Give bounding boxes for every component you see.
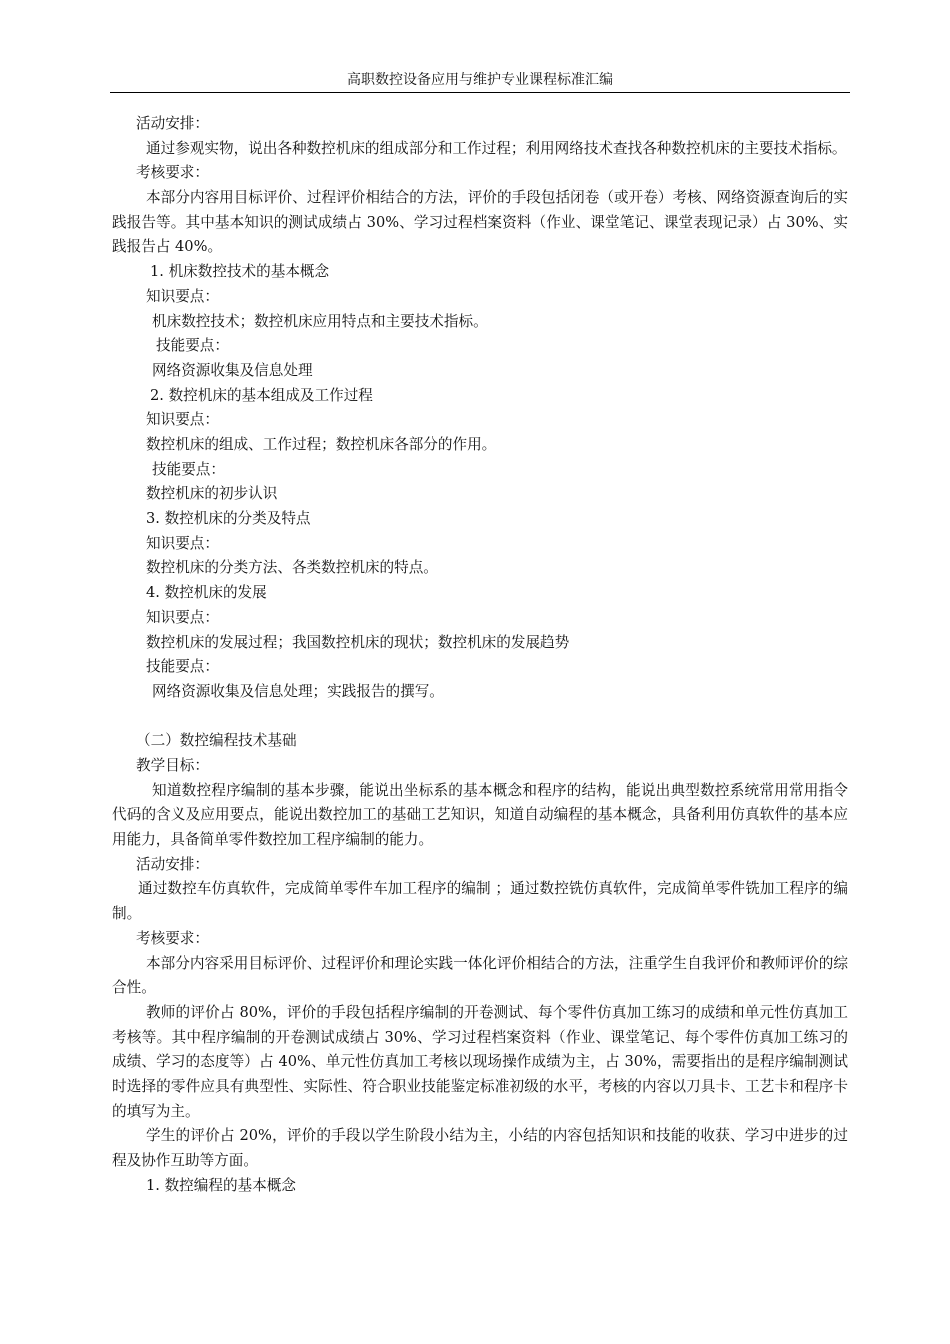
assessment-paragraph: 本部分内容用目标评价、过程评价相结合的方法，评价的手段包括闭卷（或开卷）考核、网络资源查询后的实践报告等。其中基本知识的测试成绩占 30%、学习过程档案资料（作业、课堂笔记、课堂表现记录）占 30%、实践报告占 40%。	[112, 189, 848, 256]
section-1-knowledge-text: 机床数控技术；数控机床应用特点和主要技术指标。	[152, 312, 488, 330]
sec2-assessment-label: 考核要求：	[136, 929, 209, 947]
goal-paragraph: 知道数控程序编制的基本步骤，能说出坐标系的基本概念和程序的结构，能说出典型数控系统常用常用指令代码的含义及应用要点，能说出数控加工的基础工艺知识，知道自动编程的基本概念，具备利用仿真软件的基本应用能力，具备简单零件数控加工程序编制的能力。	[112, 781, 848, 849]
section-2-knowledge-label: 知识要点：	[146, 411, 219, 429]
sec2-assessment-paragraph-1: 本部分内容采用目标评价、过程评价和理论实践一体化评价相结合的方法，注重学生自我评价和教师评价的综合性。	[112, 954, 848, 997]
sec2-subsection-1-title: 1. 数控编程的基本概念	[146, 1176, 296, 1194]
header-divider	[110, 92, 850, 93]
section-heading: （二）数控编程技术基础	[136, 732, 297, 750]
page-header: 高职数控设备应用与维护专业课程标准汇编	[347, 72, 613, 88]
section-3-title: 3. 数控机床的分类及特点	[146, 510, 311, 528]
section-1-title: 1. 机床数控技术的基本概念	[150, 263, 330, 281]
goal-label: 教学目标：	[136, 756, 209, 774]
section-2-title: 2. 数控机床的基本组成及工作过程	[150, 386, 373, 404]
activity-paragraph: 通过参观实物，说出各种数控机床的组成部分和工作过程；利用网络技术查找各种数控机床的主要技术指标。	[146, 139, 847, 157]
sec2-assessment-paragraph-3: 学生的评价占 20%，评价的手段以学生阶段小结为主，小结的内容包括知识和技能的收获、学习中进步的过程及协作互助等方面。	[112, 1127, 848, 1170]
assessment-label: 考核要求：	[136, 164, 209, 182]
section-3-knowledge-text: 数控机床的分类方法、各类数控机床的特点。	[146, 559, 438, 577]
section-2-skill-label: 技能要点：	[152, 460, 225, 478]
sec2-activity-paragraph: 通过数控车仿真软件，完成简单零件车加工程序的编制 ；通过数控铣仿真软件，完成简单零件铣加工程序的编制。	[112, 880, 848, 923]
sec2-assessment-paragraph-2: 教师的评价占 80%，评价的手段包括程序编制的开卷测试、每个零件仿真加工练习的成绩和单元性仿真加工考核等。其中程序编制的开卷测试成绩占 30%、学习过程档案资料（作业、课堂笔记、每个零件仿真加工练习的成绩、学习的态度等）占 40%、单元性仿真加工考核以现场操作成绩为主，占 30%，需要指出的是程序编制测试时选择的零件应具有典型性、实际性、符合职业技能鉴定标准初级的水平，考核的内容以刀具卡、工艺卡和程序卡的填写为主。	[112, 1003, 848, 1120]
paragraph-gap	[112, 705, 848, 730]
sec2-activity-label: 活动安排：	[136, 855, 209, 873]
section-1-knowledge-label: 知识要点：	[146, 287, 219, 305]
section-2-knowledge-text: 数控机床的组成、工作过程；数控机床各部分的作用。	[146, 436, 497, 453]
section-2-skill-text: 数控机床的初步认识	[146, 485, 278, 503]
section-4-skill-text: 网络资源收集及信息处理；实践报告的撰写。	[152, 682, 444, 700]
section-1-skill-text: 网络资源收集及信息处理	[152, 361, 313, 379]
activity-label: 活动安排：	[136, 115, 209, 132]
section-4-knowledge-label: 知识要点：	[146, 608, 219, 626]
section-1-skill-label: 技能要点：	[156, 337, 229, 355]
section-3-knowledge-label: 知识要点：	[146, 534, 219, 552]
document-body	[112, 112, 848, 1199]
section-4-title: 4. 数控机床的发展	[146, 584, 267, 602]
section-4-knowledge-text: 数控机床的发展过程；我国数控机床的现状；数控机床的发展趋势	[146, 633, 570, 651]
section-4-skill-label: 技能要点：	[146, 658, 219, 676]
